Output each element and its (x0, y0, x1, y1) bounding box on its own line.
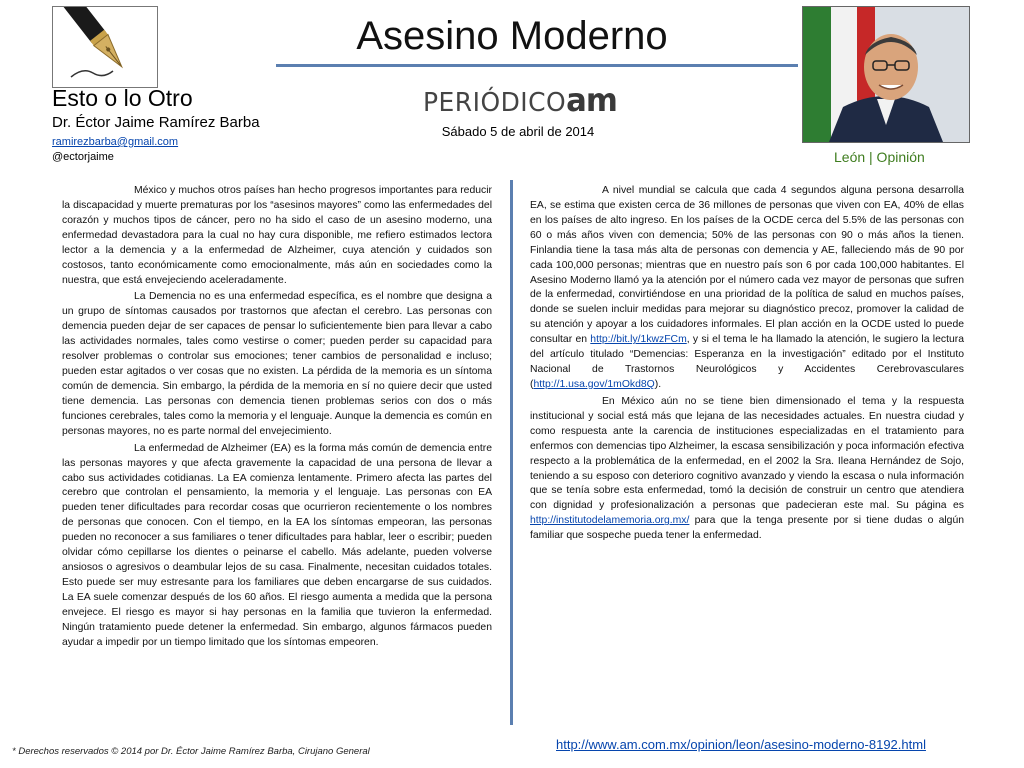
paragraph: La Demencia no es una enfermedad específica, es el nombre que designa a un grupo de síntomas causados por trastornos que afectan el cerebro. Las personas con demencia pueden dejar de ser capaces de pensar lo suficientemente bien para llevar a cabo las actividades normales, tales como vestirse o comer; pueden perder su capacidad para resolver problemas o controlar sus emociones; tener cambios de personalidad e incluso; pueden estar agitados o ver cosas que no existen. La pérdida de la memoria es un síntoma común de demencia. Sin embargo, la pérdida de la memoria en sí no quiere decir que usted tiene demencia. Las personas con demencia tienen problemas serios con dos o más funciones cerebrales, tales como la memoria y el lenguaje. Aunque la demencia es común en personas mayores, no es parte normal del envejecimiento. (62, 291, 492, 437)
paragraph (530, 395, 964, 544)
copyright-notice: * Derechos reservados © 2014 por Dr. Éctor Jaime Ramírez Barba, Cirujano General (12, 746, 370, 757)
paragraph-text: para que la tenga presente por si tiene dudas o algún familiar que sospeche pueda tener la enfermedad. (530, 515, 964, 542)
source-url-link[interactable]: http://www.am.com.mx/opinion/leon/asesino-moderno-8192.html (556, 737, 926, 752)
section-label: León | Opinión (834, 149, 925, 165)
paragraph: México y muchos otros países han hecho progresos importantes para reducir la discapacidad y muerte prematuras por los “asesinos mayores” como las enfermedades del corazón y muchos tipos de cáncer, pero no ha sido el caso de un asesino moderno, una enfermedad devastadora para la cual no hay cura disponible, me refiero estimados lectora lector a la demencia y a la enfermedad de Alzheimer, cuya atención y cuidados son costosos, tanto económicamente como emocionalmente, más aún en sociedades como la nuestra, que está envejeciendo aceleradamente. (62, 185, 492, 286)
author-email-link[interactable]: ramirezbarba@gmail.com (52, 136, 179, 148)
column-name: Esto o lo Otro (52, 85, 193, 111)
left-column (62, 184, 492, 653)
author-handle: @ectorjaime (52, 151, 114, 163)
title-divider (276, 64, 798, 67)
paragraph-text: En México aún no se tiene bien dimensionado el tema y la respuesta institucional y social está más que lejana de las necesidades actuales. En nuestra ciudad y como respuesta ante la carencia de instituciones especializadas en el tratamiento para enfermos con demencias tipo Alzheimer, la escasa sensibilización y poca información efectiva respecto a la problemática de la enfermedad, en el 2002 la Sra. Ileana Hernández de Sojo, teniendo a su esposo con deterioro cognitivo avanzado y viendo la escasa o nula información que se tenía sobre esta enfermedad, tomó la decisión de construir un centro que atendiera con dignidad y profesionalización a personas que padecieran este mal. Su página es (530, 395, 964, 512)
paragraph: La enfermedad de Alzheimer (EA) es la forma más común de demencia entre las personas mayores y que afecta gravemente la capacidad de una persona de llevar a cabo sus actividades cotidianas. La EA comienza lentamente. Primero afecta las partes del cerebro que controlan el pensamiento, la memoria y el lenguaje. Las personas con EA pueden tener dificultades para recordar cosas que ocurrieron recientemente o los nombres de personas que conocen. Con el tiempo, en la EA los síntomas empeoran, las personas pueden no reconocer a sus familiares o tener dificultades para hablar, leer o escribir; pueden olvidar cómo cepillarse los dientes o peinarse el cabello. Más adelante, pueden volverse ansiosos o agresivos o deambular lejos de su casa. Finalmente, necesitan cuidados totales. Esto puede ser muy estresante para los familiares que deben encargarse de sus cuidados. La EA suele comenzar después de los 60 años. El riesgo aumenta a medida que la persona envejece. El riesgo es mayor si hay personas en la familia que tuvieron la enfermedad. Ningún tratamiento puede detener la enfermedad. Sin embargo, algunos fármacos pueden ayudar a impedir por un tiempo limitado que los síntomas empeoren. (62, 442, 492, 648)
author-name: Dr. Éctor Jaime Ramírez Barba (52, 114, 260, 131)
newspaper-logo-suffix: am (566, 81, 617, 119)
column-divider (510, 180, 513, 725)
right-column (530, 184, 964, 546)
newspaper-logo-prefix: PERIÓDICO (423, 88, 567, 118)
paragraph-text: A nivel mundial se calcula que cada 4 segundos alguna persona desarrolla EA, se estima que existen cerca de 36 millones de personas que viven con EA, 40% de ellas en los países de alto ingreso. En los países de la OCDE cerca del 5.5% de las personas con 60 o más años viven con demencia; 50% de las personas con 90 o más años la tienen. Finlandia tiene la tasa más alta de personas con demencia y AE, falleciendo más de 90 por cada 100,000 personas; mientras que en nuestro país son 6 por cada 100,000 habitantes. El Asesino Moderno llamó ya la atención por el número cada vez mayor de personas que sufren de la enfermedad, convirtiéndose en una prioridad de la política de salud en muchos países, donde se suelen incluir medidas para mejorar su diagnóstico precoz, promover la calidad de su atención y apoyar a los cuidadores informales. El plan acción en la OCDE usted lo puede consultar en (530, 185, 964, 346)
instituto-memoria-link[interactable]: http://institutodelamemoria.org.mx/ (530, 515, 690, 527)
publication-date: Sábado 5 de abril de 2014 (441, 124, 595, 139)
paragraph-text: ). (654, 378, 662, 390)
newspaper-logo (423, 81, 617, 119)
oecd-plan-link[interactable]: http://bit.ly/1kwzFCm (590, 334, 687, 346)
ninds-article-link[interactable]: http://1.usa.gov/1mOkd8Q (533, 378, 655, 390)
paragraph (530, 184, 964, 393)
page-title: Asesino Moderno (356, 14, 668, 58)
fountain-pen-icon (52, 6, 158, 88)
author-photo (802, 6, 970, 143)
paragraph-text: , y si el tema le ha llamado la atención, le sugiero la lectura del artículo titulado “Demencias: Esperanza en la investigación” editado por el Instituto Nacional de Trastornos Neurológicos y Accidentes Cerebrovasculares ( (530, 334, 964, 390)
